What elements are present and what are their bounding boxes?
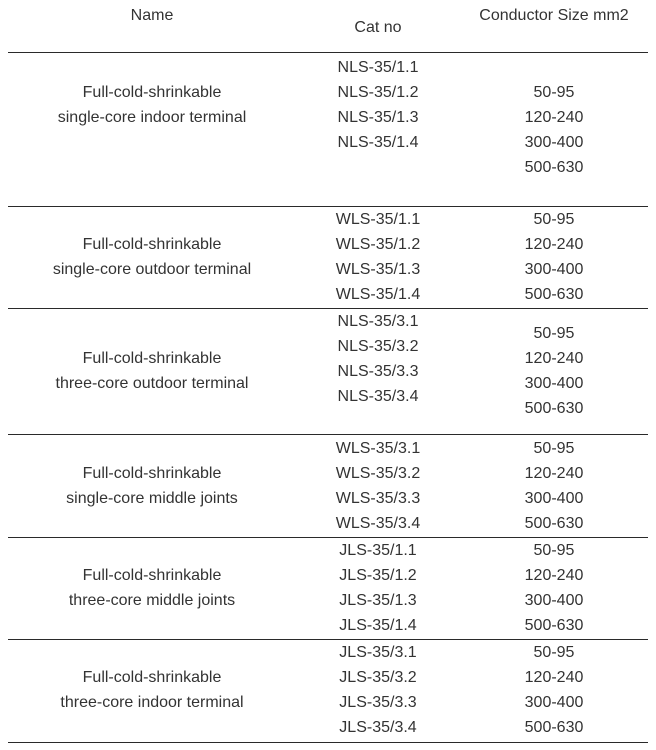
group-3-cat-no-3: NLS-35/3.3: [337, 363, 419, 380]
group-3-cat-no-4: NLS-35/3.4: [337, 388, 419, 405]
group-1-cat-no-2: NLS-35/1.2: [337, 84, 419, 101]
group-1-cat-no-1: NLS-35/1.1: [337, 59, 419, 76]
group-5-cat-no-3: JLS-35/1.3: [339, 592, 417, 609]
group-3-size-2: 120-240: [524, 350, 584, 367]
group-1-size-4: 500-630: [524, 159, 584, 176]
group-4-cat-no-1: WLS-35/3.1: [335, 440, 421, 457]
group-2-size-3: 300-400: [524, 261, 584, 278]
group-4-size-3: 300-400: [524, 490, 584, 507]
header-cat-no: Cat no: [354, 19, 402, 36]
group-6-size-1: 50-95: [533, 644, 575, 661]
group-2-size-4: 500-630: [524, 286, 584, 303]
group-5-cat-no-1: JLS-35/1.1: [339, 542, 417, 559]
row-divider: [8, 639, 648, 640]
group-1-size-2: 120-240: [524, 109, 584, 126]
row-divider: [8, 206, 648, 207]
group-1-name-line1: Full-cold-shrinkable: [82, 84, 222, 101]
group-5-size-1: 50-95: [533, 542, 575, 559]
group-6-cat-no-2: JLS-35/3.2: [339, 669, 417, 686]
group-2-cat-no-2: WLS-35/1.2: [335, 236, 421, 253]
group-2-size-1: 50-95: [533, 211, 575, 228]
group-6-size-4: 500-630: [524, 719, 584, 736]
group-6-cat-no-1: JLS-35/3.1: [339, 644, 417, 661]
group-4-name-line2: single-core middle joints: [66, 490, 238, 507]
row-divider: [8, 537, 648, 538]
group-5-size-3: 300-400: [524, 592, 584, 609]
header-divider: [8, 52, 648, 53]
group-2-size-2: 120-240: [524, 236, 584, 253]
row-divider: [8, 308, 648, 309]
group-1-cat-no-4: NLS-35/1.4: [337, 134, 419, 151]
row-divider: [8, 434, 648, 435]
group-6-size-2: 120-240: [524, 669, 584, 686]
group-2-cat-no-3: WLS-35/1.3: [335, 261, 421, 278]
group-4-cat-no-2: WLS-35/3.2: [335, 465, 421, 482]
group-5-cat-no-2: JLS-35/1.2: [339, 567, 417, 584]
group-2-name-line1: Full-cold-shrinkable: [82, 236, 222, 253]
group-6-name-line1: Full-cold-shrinkable: [82, 669, 222, 686]
group-1-cat-no-3: NLS-35/1.3: [337, 109, 419, 126]
group-6-name-line2: three-core indoor terminal: [60, 694, 244, 711]
group-6-size-3: 300-400: [524, 694, 584, 711]
group-5-size-4: 500-630: [524, 617, 584, 634]
group-4-name-line1: Full-cold-shrinkable: [82, 465, 222, 482]
header-conductor-size: Conductor Size mm2: [479, 7, 629, 24]
group-1-name-line2: single-core indoor terminal: [57, 109, 247, 126]
group-2-name-line2: single-core outdoor terminal: [52, 261, 252, 278]
group-3-cat-no-2: NLS-35/3.2: [337, 338, 419, 355]
table-bottom-rule: [8, 742, 648, 743]
group-2-cat-no-1: WLS-35/1.1: [335, 211, 421, 228]
group-4-size-1: 50-95: [533, 440, 575, 457]
group-1-size-1: 50-95: [533, 84, 575, 101]
group-5-size-2: 120-240: [524, 567, 584, 584]
group-5-name-line1: Full-cold-shrinkable: [82, 567, 222, 584]
group-5-cat-no-4: JLS-35/1.4: [339, 617, 417, 634]
group-4-cat-no-4: WLS-35/3.4: [335, 515, 421, 532]
group-4-size-2: 120-240: [524, 465, 584, 482]
group-5-name-line2: three-core middle joints: [68, 592, 236, 609]
group-6-cat-no-4: JLS-35/3.4: [339, 719, 417, 736]
group-6-cat-no-3: JLS-35/3.3: [339, 694, 417, 711]
group-1-size-3: 300-400: [524, 134, 584, 151]
group-3-name-line1: Full-cold-shrinkable: [82, 350, 222, 367]
group-3-size-1: 50-95: [533, 325, 575, 342]
group-3-name-line2: three-core outdoor terminal: [55, 375, 249, 392]
group-3-size-3: 300-400: [524, 375, 584, 392]
group-3-cat-no-1: NLS-35/3.1: [337, 313, 419, 330]
group-3-size-4: 500-630: [524, 400, 584, 417]
group-4-size-4: 500-630: [524, 515, 584, 532]
group-4-cat-no-3: WLS-35/3.3: [335, 490, 421, 507]
header-name: Name: [130, 7, 174, 24]
group-2-cat-no-4: WLS-35/1.4: [335, 286, 421, 303]
